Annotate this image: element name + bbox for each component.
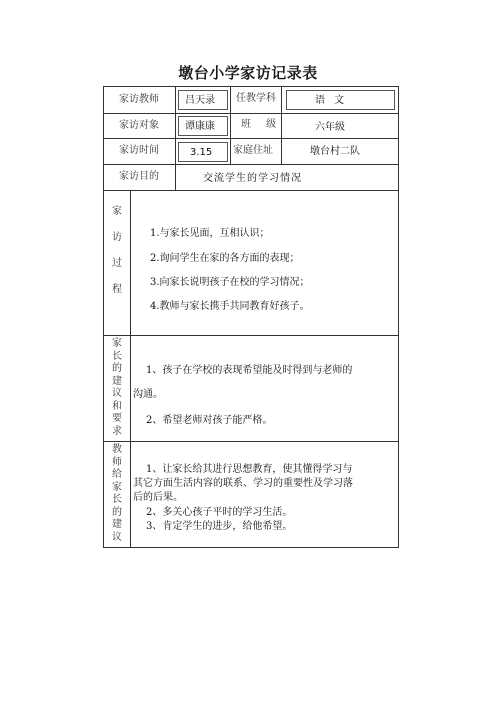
teacher-suggestions-label: 教 师 给 家 长 的 建 议 [112, 444, 122, 543]
page-title: 墩台小学家访记录表 [178, 64, 318, 82]
row-divider [103, 190, 399, 191]
teacher-value: 吕天录 [185, 95, 215, 106]
row-divider [103, 164, 399, 165]
column-divider [230, 86, 231, 164]
parent-suggestion-text: 2、希望老师对孩子能严格。 [146, 415, 273, 426]
row-divider [103, 113, 399, 114]
class-label: 班 级 [241, 119, 283, 130]
home-visit-record-table [103, 86, 399, 548]
subject-value: 语 文 [315, 95, 348, 106]
process-label: 家 访 过 程 [112, 206, 122, 295]
teacher-suggestion-text: 1、让家长给其进行思想教育，使其懂得学习与 [146, 464, 353, 475]
parent-suggestions-label: 家 长 的 建 议 和 要 求 [112, 338, 122, 437]
class-value: 六年级 [315, 122, 345, 133]
column-divider [175, 86, 176, 190]
row-divider [103, 335, 399, 336]
process-item: 2.询问学生在家的各方面的表现； [150, 253, 300, 264]
table-border-right [398, 86, 399, 548]
row-divider [103, 138, 399, 139]
address-value: 墩台村二队 [310, 146, 360, 157]
table-border-left [103, 86, 104, 548]
time-label: 家访时间 [119, 145, 159, 156]
table-border-bottom [103, 547, 399, 548]
teacher-suggestion-text: 后的后果。 [133, 492, 183, 503]
teacher-suggestion-text: 2、多关心孩子平时的学习生活。 [146, 507, 293, 518]
process-item: 4.教师与家长携手共同教育好孩子。 [150, 301, 310, 312]
teacher-suggestion-text: 3、肯定学生的进步，给他希望。 [146, 521, 293, 532]
row-divider [103, 441, 399, 442]
parent-suggestion-text: 沟通。 [133, 389, 163, 400]
parent-suggestion-text: 1、孩子在学校的表现希望能及时得到与老师的 [146, 365, 353, 376]
subject-label: 任教学科 [236, 93, 276, 104]
process-item: 1.与家长见面，互相认识； [150, 228, 270, 239]
target-value: 谭康康 [185, 121, 215, 132]
purpose-label: 家访目的 [119, 171, 159, 182]
table-border-top [103, 86, 399, 87]
target-label: 家访对象 [119, 120, 159, 131]
teacher-suggestion-text: 其它方面生活内容的联系、学习的重要性及学习落 [133, 478, 353, 489]
process-item: 3.向家长说明孩子在校的学习情况； [150, 277, 310, 288]
address-label: 家庭住址 [233, 145, 273, 156]
purpose-value: 交流学生的学习情况 [203, 173, 302, 184]
column-divider [130, 190, 131, 547]
time-value: 3.15 [190, 147, 213, 158]
teacher-label: 家访教师 [119, 94, 159, 105]
